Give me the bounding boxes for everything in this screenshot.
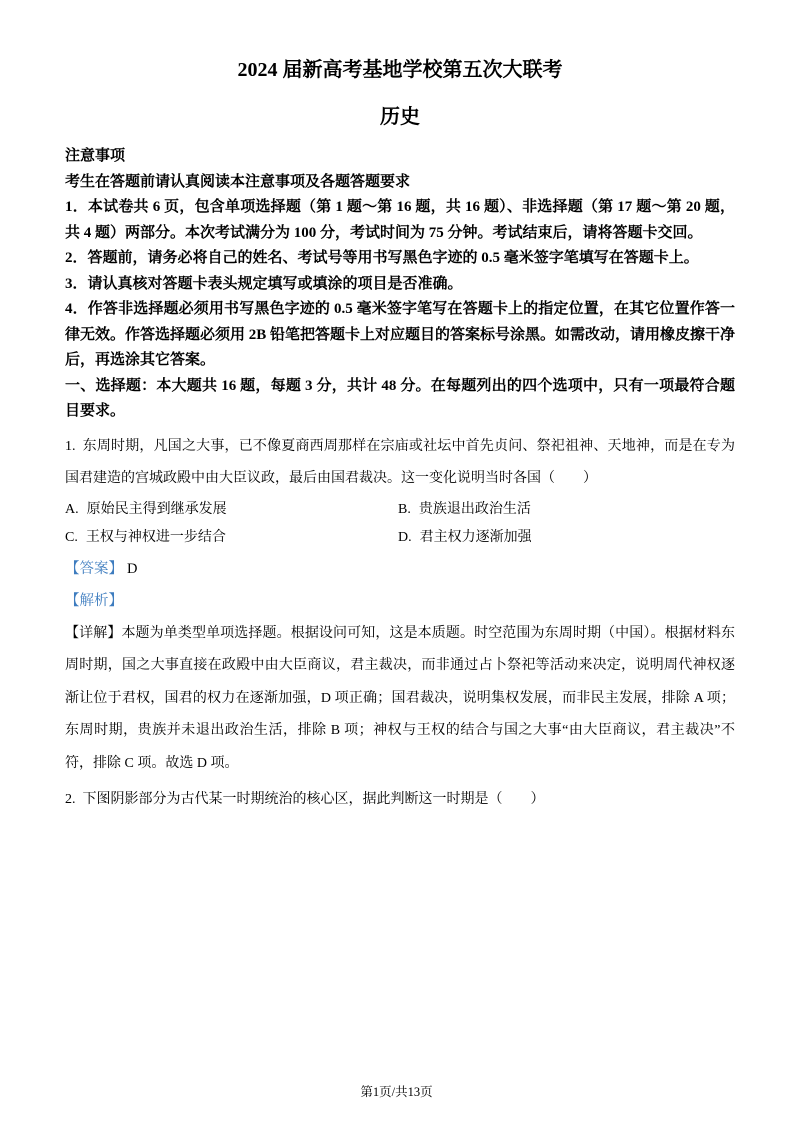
- detail-label: 【详解】: [65, 625, 122, 641]
- question-2: [65, 784, 735, 817]
- question-1-stem: [65, 431, 735, 496]
- option-c-text: 王权与神权进一步结合: [85, 529, 226, 545]
- notice-heading: 注意事项: [65, 148, 126, 164]
- notice-item-1: 1．本试卷共 6 页，包含单项选择题（第 1 题～第 16 题，共 16 题）、非选择题（第 17 题～第 20 题，共 4 题）两部分。本次考试满分为 100 分，考试时间为 75 分钟。考试结束后，请将答题卡交回。: [65, 199, 735, 241]
- option-a-text: 原始民主得到继承发展: [86, 501, 227, 517]
- detail-text: 本题为单类型单项选择题。根据设问可知，这是本质题。时空范围为东周时期（中国）。根据材料东周时期，国之大事直接在政殿中由大臣商议，君主裁决，而非通过占卜祭祀等活动来决定，说明周代神权逐渐让位于君权，国君的权力在逐渐加强，D 项正确；国君裁决，说明集权发展，而非民主发展，排除 A 项；东周时期，贵族并未退出政治生活，排除 B 项；神权与王权的结合与国之大事“由大臣商议，君主裁决”不符，排除 C 项。故选 D 项。: [65, 625, 736, 771]
- notice-item-2: 2．答题前，请务必将自己的姓名、考试号等用书写黑色字迹的 0.5 毫米签字笔填写在答题卡上。: [65, 250, 699, 266]
- notice-subheading: 考生在答题前请认真阅读本注意事项及各题答题要求: [65, 173, 411, 190]
- analysis-label: 【解析】: [65, 592, 123, 609]
- question-2-stem-text: 下图阴影部分为古代某一时期统治的核心区，据此判断这一时期是（ ）: [82, 792, 545, 807]
- exam-title: 2024 届新高考基地学校第五次大联考: [237, 59, 563, 81]
- question-1-options: [65, 496, 735, 552]
- option-a-label: A.: [65, 501, 79, 517]
- option-c-label: C.: [65, 529, 78, 545]
- answer-value: D: [127, 560, 138, 577]
- question-2-number: 2.: [65, 792, 76, 807]
- exam-subject: 历史: [380, 106, 420, 128]
- page-content: [65, 0, 735, 817]
- option-b-text: 贵族退出政治生活: [418, 501, 531, 517]
- answer-line: [65, 554, 735, 584]
- question-1-number: 1.: [65, 438, 76, 454]
- question-2-stem: [65, 784, 735, 817]
- notice-item-4: 4．作答非选择题必须用书写黑色字迹的 0.5 毫米签字笔写在答题卡上的指定位置，在其它位置作答一律无效。作答选择题必须用 2B 铅笔把答题卡上对应题目的答案标号涂黑。如需改动，请用橡皮擦干净后，再选涂其它答案。: [65, 301, 736, 368]
- option-b: [398, 496, 735, 524]
- option-c: [65, 524, 398, 552]
- section-heading-choice: 一、选择题：本大题共 16 题，每题 3 分，共计 48 分。在每题列出的四个选项中，只有一项最符合题目要求。: [65, 377, 735, 419]
- notice-item-3: 3．请认真核对答题卡表头规定填写或填涂的项目是否准确。: [65, 275, 463, 292]
- analysis-line: [65, 586, 735, 616]
- answer-label: 【答案】: [65, 560, 123, 577]
- option-d-text: 君主权力逐渐加强: [419, 529, 532, 545]
- option-d-label: D.: [398, 529, 412, 545]
- option-d: [398, 524, 735, 552]
- question-1-stem-text: 东周时期，凡国之大事，已不像夏商西周那样在宗庙或社坛中首先贞问、祭祀祖神、天地神，而是在专为国君建造的宫城政殿中由大臣议政，最后由国君裁决。这一变化说明当时各国（ ）: [65, 438, 735, 486]
- detail-paragraph: [65, 618, 735, 781]
- notice-section: [65, 144, 735, 425]
- question-1: [65, 431, 735, 781]
- page-number-footer: 第1页/共13页: [360, 1085, 433, 1099]
- option-b-label: B.: [398, 501, 411, 517]
- option-a: [65, 496, 398, 524]
